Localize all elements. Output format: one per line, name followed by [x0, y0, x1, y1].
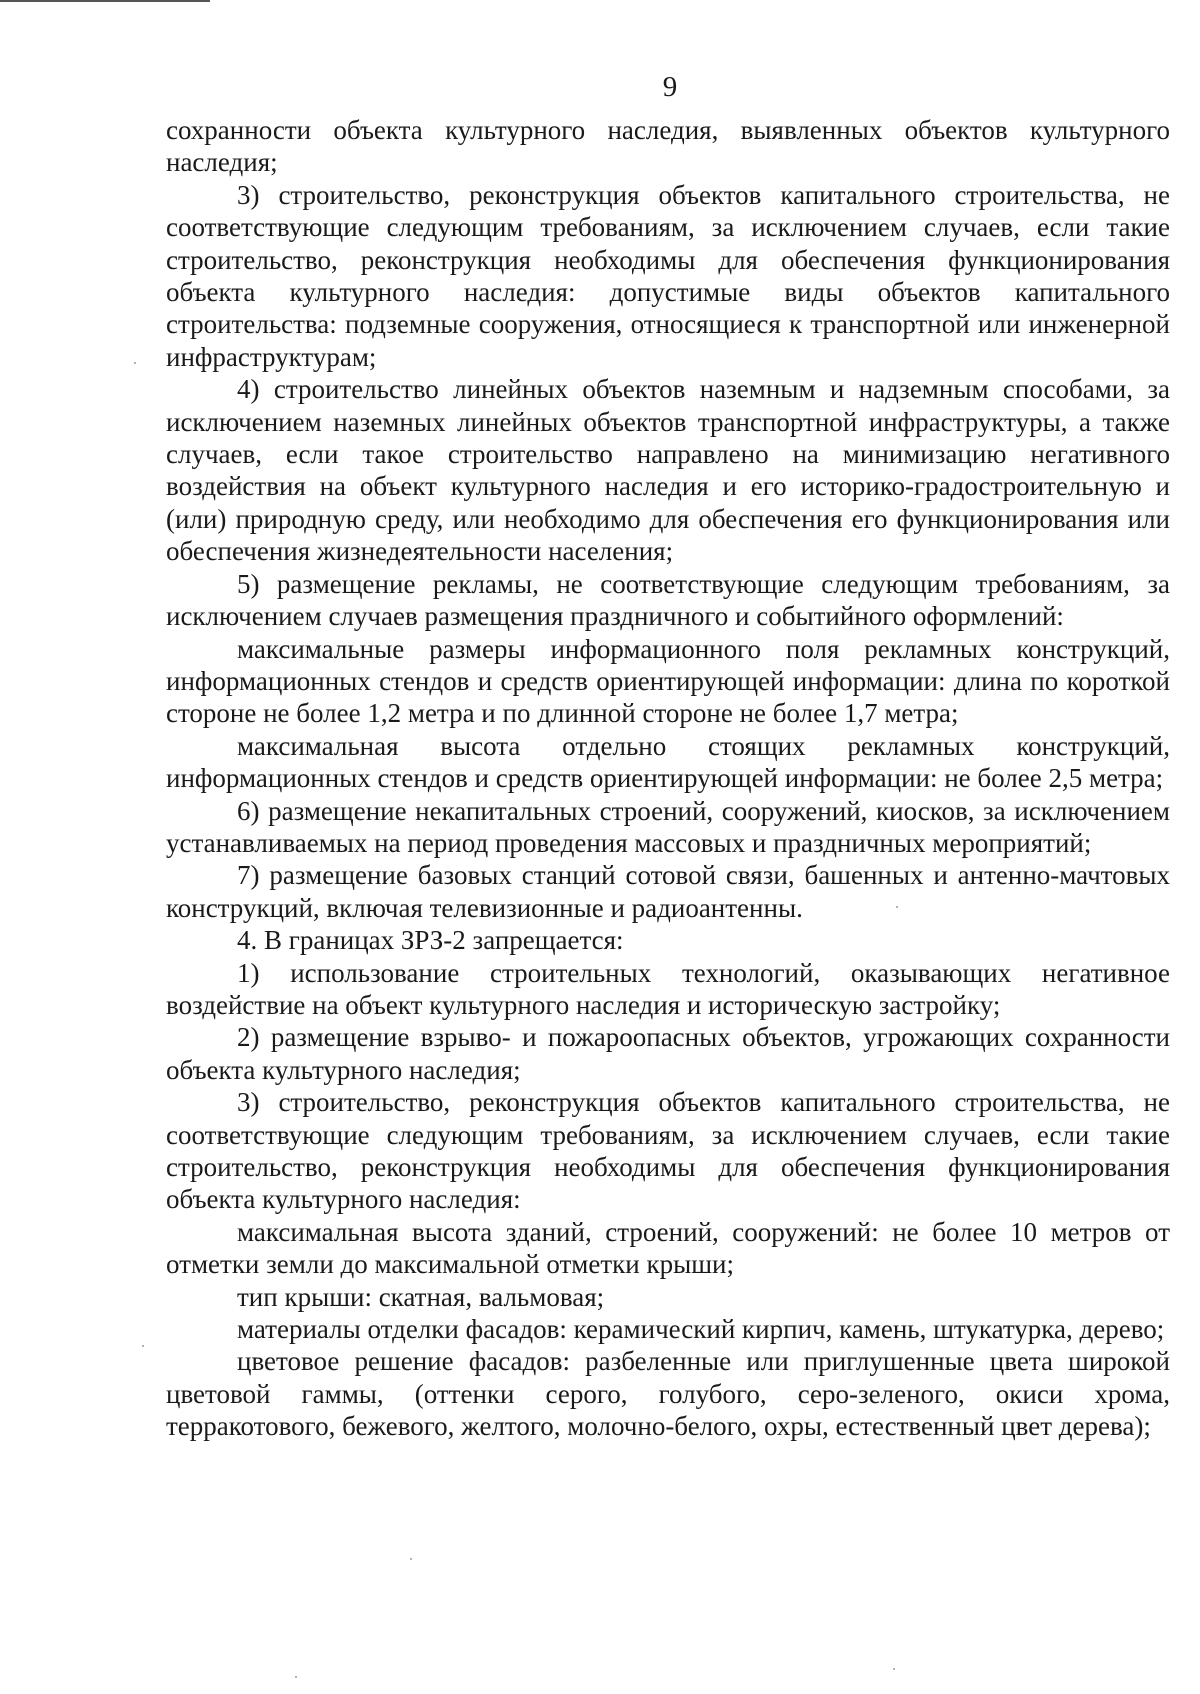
paragraph: тип крыши: скатная, вальмовая; [237, 1281, 605, 1312]
paragraph: 3) строительство, реконструкция объектов капитального строительства, не соответствующие следующим требованиям, за исключением случаев, если такие строительство, реконструкция необходимы для обеспечения функционирования объекта культурного наследия: [166, 1087, 1170, 1215]
paragraph: максимальная высота зданий, строений, сооружений: не более 10 метров от отметки земли до максимальной отметки крыши; [166, 1216, 1170, 1280]
scan-speck [410, 1558, 412, 1560]
paragraph: максимальные размеры информационного поля рекламных конструкций, информационных стендов и средств ориентирующей информации: длина по короткой стороне не более 1,2 метра и по длинной стороне не более 1,7 метра; [166, 633, 1170, 729]
paragraph: 4. В границах ЗРЗ-2 запрещается: [237, 925, 624, 956]
paragraph: 2) размещение взрыво- и пожароопасных объектов, угрожающих сохранности объекта культурного наследия; [166, 1022, 1170, 1085]
paragraph: максимальная высота отдельно стоящих рекламных конструкций, информационных стендов и средств ориентирующей информации: не более 2,5 метра; [166, 730, 1170, 794]
paragraph: 1) использование строительных технологий, оказывающих негативное воздействие на объект культурного наследия и историческую застройку; [166, 957, 1170, 1020]
scan-speck [142, 1345, 144, 1347]
paragraph: 3) строительство, реконструкция объектов капитального строительства, не соответствующие следующим требованиям, за исключением случаев, если такие строительство, реконструкция необходимы для обеспечения функционирования объекта культурного наследия: допустимые виды объектов капитального строительства: подземные сооружения, относящиеся к транспортной или инженерной инфраструктурам; [166, 179, 1170, 372]
scan-speck [893, 1668, 895, 1670]
paragraph: сохранности объекта культурного наследия, выявленных объектов культурного наследия; [166, 115, 1170, 178]
scan-speck [896, 906, 898, 908]
document-body [166, 114, 1170, 1443]
paragraph: 7) размещение базовых станций сотовой связи, башенных и антенно-мачтовых конструкций, включая телевизионные и радиоантенны. [166, 860, 1170, 923]
paragraph: 5) размещение рекламы, не соответствующие следующим требованиям, за исключением случаев размещения праздничного и событийного оформлений: [166, 568, 1170, 632]
page-number: 9 [662, 71, 678, 103]
paragraph: 4) строительство линейных объектов наземным и надземным способами, за исключением наземных линейных объектов транспортной инфраструктуры, а также случаев, если такое строительство направлено на минимизацию негативного воздействия на объект культурного наследия и его историко-градостроительную и (или) природную среду, или необходимо для обеспечения его функционирования или обеспечения жизнедеятельности населения; [166, 374, 1170, 567]
paragraph: цветовое решение фасадов: разбеленные или приглушенные цвета широкой цветовой гаммы, (оттенки серого, голубого, серо-зеленого, окиси хрома, терракотового, бежевого, желтого, молочно-белого, охры, естественный цвет дерева); [166, 1346, 1170, 1442]
paragraph: материалы отделки фасадов: керамический кирпич, камень, штукатурка, дерево; [237, 1314, 1165, 1345]
paragraph: 6) размещение некапитальных строений, сооружений, киосков, за исключением устанавливаемых на период проведения массовых и праздничных мероприятий; [166, 795, 1170, 858]
scan-speck [295, 1676, 297, 1678]
scan-edge-line [0, 0, 210, 2]
scan-speck [134, 362, 136, 364]
